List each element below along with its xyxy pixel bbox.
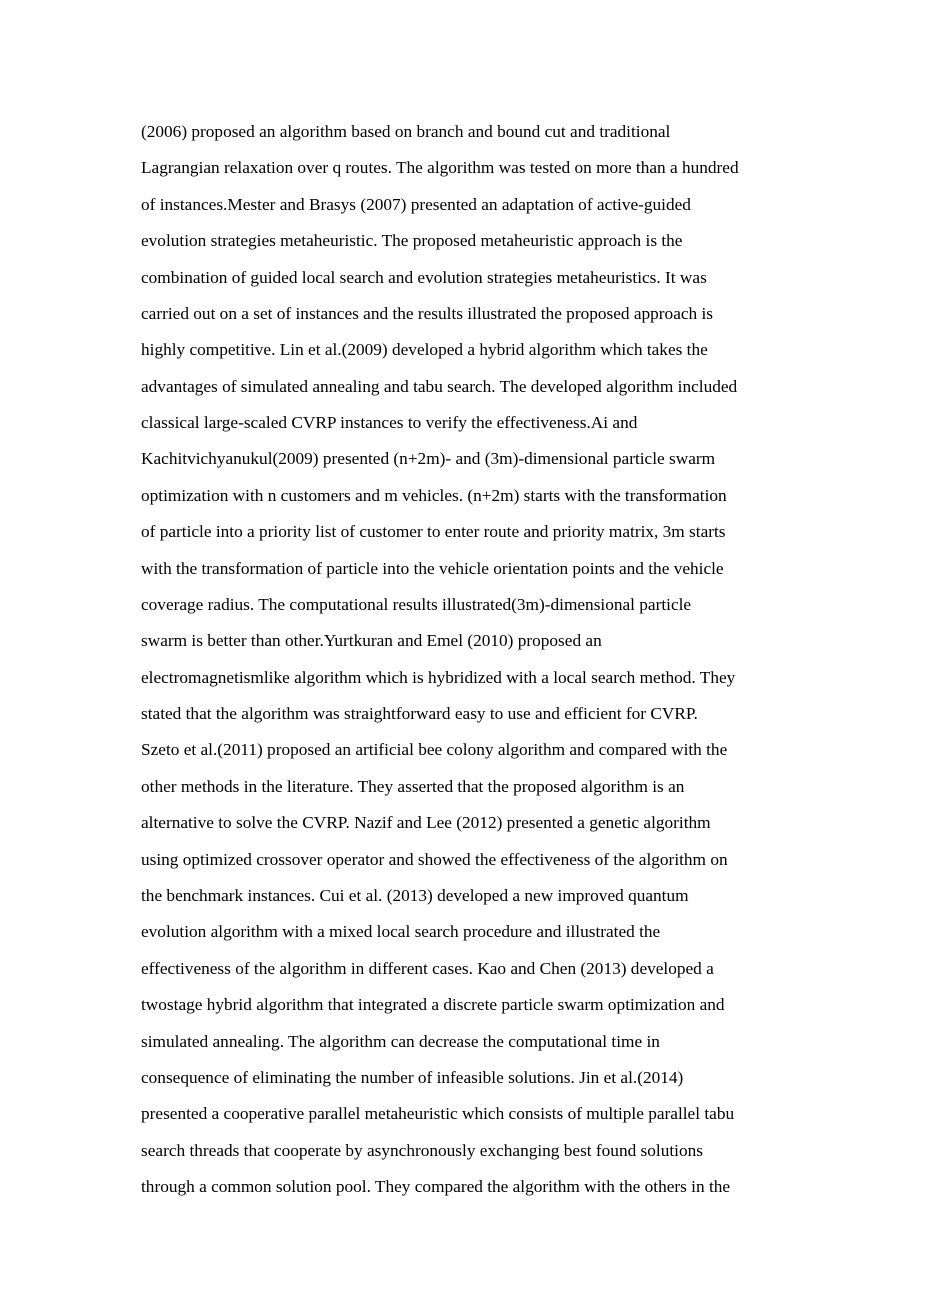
text-line: swarm is better than other.Yurtkuran and Emel (2010) proposed an	[141, 631, 602, 651]
text-line: highly competitive. Lin et al.(2009) developed a hybrid algorithm which takes the	[141, 340, 708, 360]
text-line: coverage radius. The computational results illustrated(3m)-dimensional particle	[141, 594, 692, 614]
text-line: presented a cooperative parallel metaheuristic which consists of multiple parallel tabu	[141, 1104, 735, 1124]
text-line: Szeto et al.(2011) proposed an artificial bee colony algorithm and compared with the	[141, 740, 728, 760]
text-line: Lagrangian relaxation over q routes. The algorithm was tested on more than a hundred	[141, 158, 739, 178]
text-line: the benchmark instances. Cui et al. (2013) developed a new improved quantum	[141, 885, 689, 905]
text-line: optimization with n customers and m vehicles. (n+2m) starts with the transformation	[141, 485, 727, 505]
text-line: consequence of eliminating the number of infeasible solutions. Jin et al.(2014)	[141, 1067, 684, 1087]
text-line: twostage hybrid algorithm that integrated a discrete particle swarm optimization and	[141, 995, 725, 1015]
text-line: through a common solution pool. They compared the algorithm with the others in the	[141, 1177, 731, 1197]
text-line: classical large-scaled CVRP instances to verify the effectiveness.Ai and	[141, 413, 638, 433]
text-line: other methods in the literature. They asserted that the proposed algorithm is an	[141, 776, 685, 796]
text-line: effectiveness of the algorithm in different cases. Kao and Chen (2013) developed a	[141, 958, 714, 978]
text-line: combination of guided local search and evolution strategies metaheuristics. It was	[141, 267, 707, 287]
text-line: evolution strategies metaheuristic. The proposed metaheuristic approach is the	[141, 231, 683, 251]
text-line: advantages of simulated annealing and tabu search. The developed algorithm included	[141, 376, 738, 396]
text-line: of instances.Mester and Brasys (2007) presented an adaptation of active-guided	[141, 194, 691, 214]
text-line: of particle into a priority list of customer to enter route and priority matrix, 3m starts	[141, 522, 726, 542]
text-line: with the transformation of particle into the vehicle orientation points and the vehicle	[141, 558, 724, 578]
text-line: carried out on a set of instances and the results illustrated the proposed approach is	[141, 303, 714, 323]
text-line: using optimized crossover operator and showed the effectiveness of the algorithm on	[141, 849, 728, 869]
text-line: simulated annealing. The algorithm can decrease the computational time in	[141, 1031, 660, 1051]
text-line: Kachitvichyanukul(2009) presented (n+2m)- and (3m)-dimensional particle swarm	[141, 449, 716, 469]
text-line: (2006) proposed an algorithm based on branch and bound cut and traditional	[141, 122, 671, 141]
text-line: alternative to solve the CVRP. Nazif and Lee (2012) presented a genetic algorithm	[141, 813, 711, 833]
text-line: stated that the algorithm was straightforward easy to use and efficient for CVRP.	[141, 704, 698, 724]
text-line: search threads that cooperate by asynchronously exchanging best found solutions	[141, 1140, 703, 1160]
text-line: evolution algorithm with a mixed local search procedure and illustrated the	[141, 922, 661, 942]
text-line: electromagnetismlike algorithm which is hybridized with a local search method. They	[141, 667, 736, 687]
